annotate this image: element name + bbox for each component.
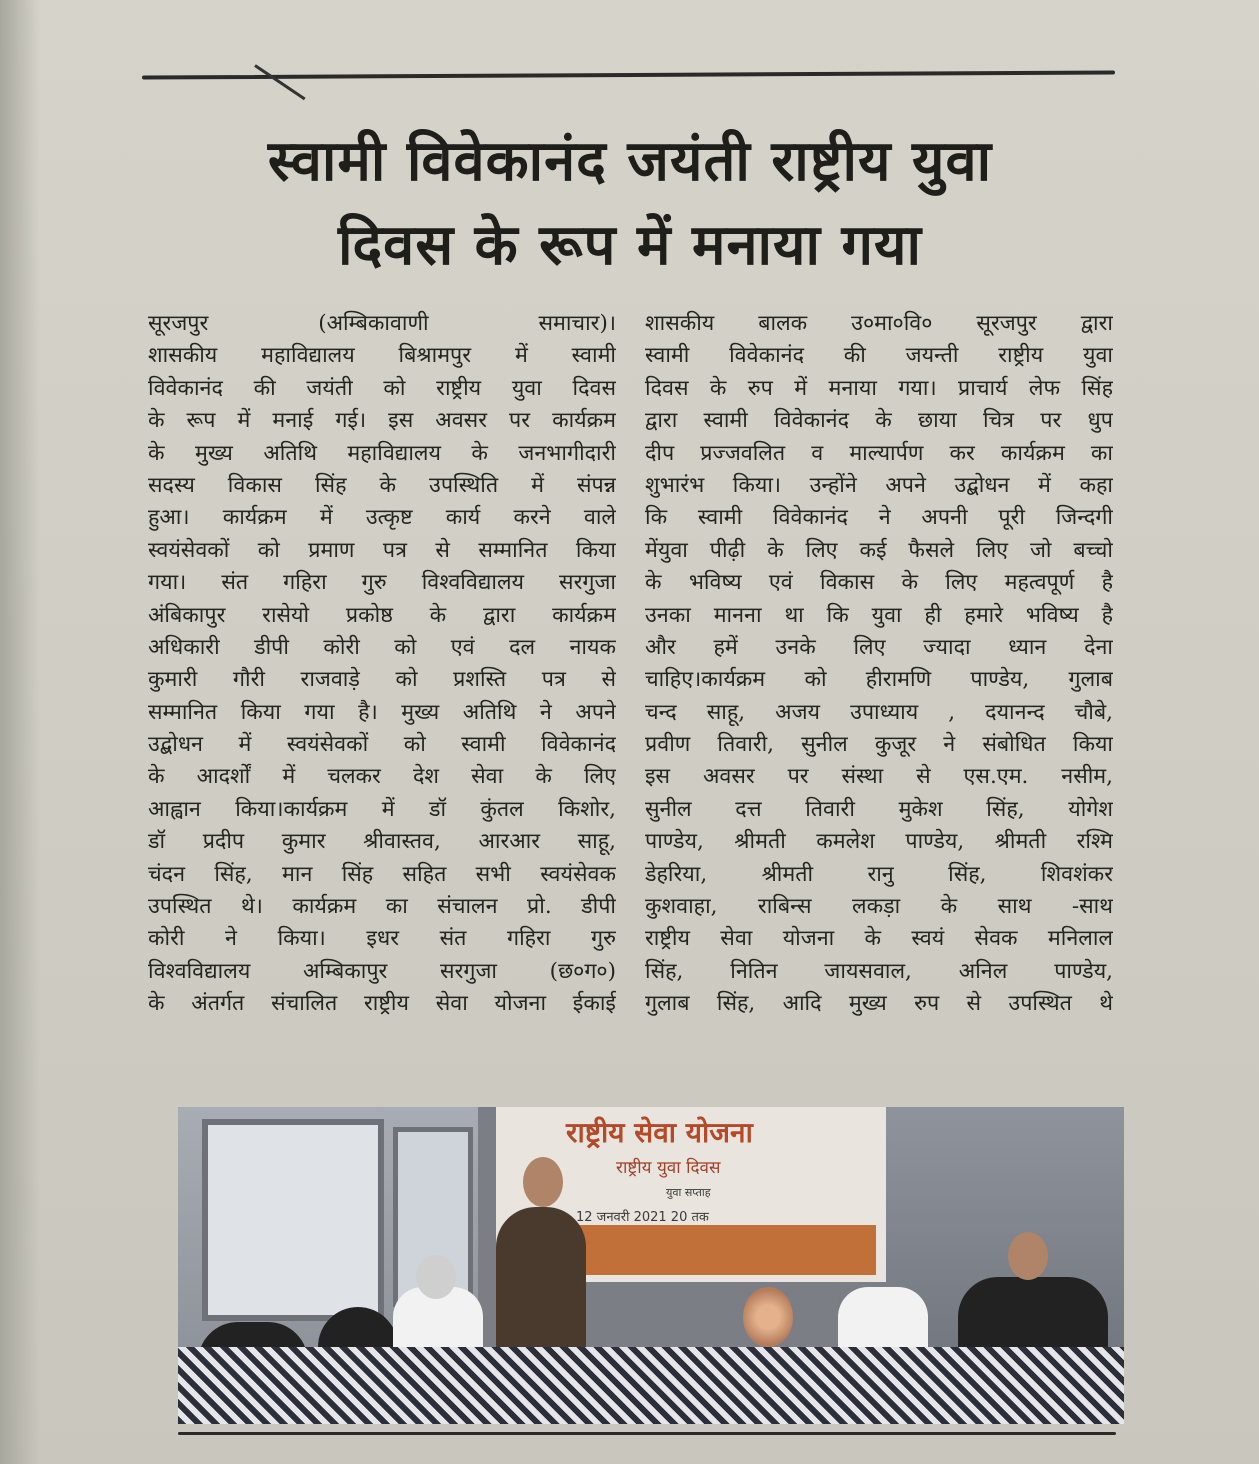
bottom-rule [178, 1432, 1116, 1435]
article-line: गुलाब सिंह, आदि मुख्य रुप से उपस्थित थे [645, 991, 1113, 1017]
article-line: विश्वविद्यालय अम्बिकापुर सरगुजा (छ०ग०) [148, 958, 616, 984]
article-line: अधिकारी डीपी कोरी को एवं दल नायक [148, 634, 616, 660]
article-line: दीप प्रज्जवलित व माल्यार्पण कर कार्यक्रम का [645, 440, 1113, 466]
article-line: डॉ प्रदीप कुमार श्रीवास्तव, आरआर साहू, [148, 829, 616, 855]
flower-vase [743, 1287, 793, 1347]
headline [140, 120, 1120, 288]
article-line: पाण्डेय, श्रीमती कमलेश पाण्डेय, श्रीमती रश्मि [645, 829, 1113, 855]
article-line: के आदर्शों में चलकर देश सेवा के लिए [148, 764, 616, 790]
person-head [1008, 1232, 1048, 1280]
headline-line-2: दिवस के रूप में मनाया गया [337, 213, 923, 278]
article-line: कुशवाहा, राबिन्स लकड़ा के साथ -साथ [645, 894, 1113, 920]
article-line: सूरजपुर (अम्बिकावाणी समाचार)। [148, 311, 616, 336]
article-line: मेंयुवा पीढ़ी के लिए कई फैसले लिए जो बच्चो [645, 537, 1113, 563]
article-line: उद्बोधन में स्वयंसेवकों को स्वामी विवेकानंद [148, 732, 616, 758]
article-line: और हमें उनके लिए ज्यादा ध्यान देना [645, 634, 1113, 660]
article-line: चंदन सिंह, मान सिंह सहित सभी स्वयंसेवक [148, 861, 616, 887]
article-line: सदस्य विकास सिंह के उपस्थिति में संपन्न [148, 472, 616, 498]
article-line: सम्मानित किया गया है। मुख्य अतिथि ने अपने [148, 699, 616, 725]
article-line: शुभारंभ किया। उन्होंने अपने उद्बोधन में कहा [645, 472, 1113, 498]
article-line: आह्वान किया।कार्यक्रम में डॉ कुंतल किशोर, [148, 796, 616, 822]
article-line: उपस्थित थे। कार्यक्रम का संचालन प्रो. डीपी [148, 894, 616, 920]
event-photo [178, 1107, 1124, 1424]
banner-footer-bar [556, 1225, 876, 1275]
article-line: गया। संत गहिरा गुरु विश्वविद्यालय सरगुजा [148, 570, 616, 596]
article-line: सुनील दत्त तिवारी मुकेश सिंह, योगेश [645, 796, 1113, 822]
article-line: द्वारा स्वामी विवेकानंद के छाया चित्र पर धुप [645, 408, 1113, 434]
article-line: सिंह, नितिन जायसवाल, अनिल पाण्डेय, [645, 958, 1113, 984]
headline-line-1: स्वामी विवेकानंद जयंती राष्ट्रीय युवा [267, 129, 993, 194]
article-line: शासकीय बालक उ०मा०वि० सूरजपुर द्वारा [645, 311, 1113, 336]
article-line: विवेकानंद की जयंती को राष्ट्रीय युवा दिवस [148, 375, 616, 401]
page-edge-shadow [0, 0, 40, 1464]
photo-window [202, 1119, 384, 1321]
pen-mark [254, 64, 305, 100]
article-line: चन्द साहू, अजय उपाध्याय , दयानन्द चौबे, [645, 699, 1113, 725]
article-line: राष्ट्रीय सेवा योजना के स्वयं सेवक मनिलाल [645, 926, 1113, 952]
article-line: के भविष्य एवं विकास के लिए महत्वपूर्ण है [645, 570, 1113, 596]
banner-subtitle: राष्ट्रीय युवा दिवस [616, 1158, 721, 1178]
article-line: के अंतर्गत संचालित राष्ट्रीय सेवा योजना ईकाई [148, 991, 616, 1017]
banner-date: 12 जनवरी 2021 20 तक [576, 1210, 709, 1225]
article-line: डेहरिया, श्रीमती रानु सिंह, शिवशंकर [645, 861, 1113, 887]
banner-small-text: युवा सप्ताह [666, 1186, 711, 1199]
article-line: दिवस के रुप में मनाया गया। प्राचार्य लेफ सिंह [645, 375, 1113, 401]
article-line: इस अवसर पर संस्था से एस.एम. नसीम, [645, 764, 1113, 790]
article-line: कि स्वामी विवेकानंद ने अपनी पूरी जिन्दगी [645, 505, 1113, 531]
article-line: स्वामी विवेकानंद की जयन्ती राष्ट्रीय युवा [645, 343, 1113, 369]
article-line: उनका मानना था कि युवा ही हमारे भविष्य है [645, 602, 1113, 628]
article-column-left [148, 308, 616, 1021]
photo-table [178, 1347, 1124, 1424]
article-line: हुआ। कार्यक्रम में उत्कृष्ट कार्य करने वाले [148, 505, 616, 531]
article-line: कुमारी गौरी राजवाड़े को प्रशस्ति पत्र से [148, 667, 616, 693]
article-line: अंबिकापुर रासेयो प्रकोष्ठ के द्वारा कार्यक्रम [148, 602, 616, 628]
banner-title: राष्ट्रीय सेवा योजना [566, 1116, 753, 1149]
person-head [416, 1255, 456, 1299]
article-line: के मुख्य अतिथि महाविद्यालय के जनभागीदारी [148, 440, 616, 466]
top-rule [142, 70, 1115, 79]
article-line: कोरी ने किया। इधर संत गहिरा गुरु [148, 926, 616, 952]
article-column-right [645, 308, 1113, 1021]
speaker-head [523, 1157, 563, 1207]
article-line: चाहिए।कार्यक्रम को हीरामणि पाण्डेय, गुलाब [645, 667, 1113, 693]
article-line: स्वयंसेवकों को प्रमाण पत्र से सम्मानित किया [148, 537, 616, 563]
article-line: के रूप में मनाई गई। इस अवसर पर कार्यक्रम [148, 408, 616, 434]
article-line: प्रवीण तिवारी, सुनील कुजूर ने संबोधित किया [645, 732, 1113, 758]
article-line: शासकीय महाविद्यालय बिश्रामपुर में स्वामी [148, 343, 616, 369]
